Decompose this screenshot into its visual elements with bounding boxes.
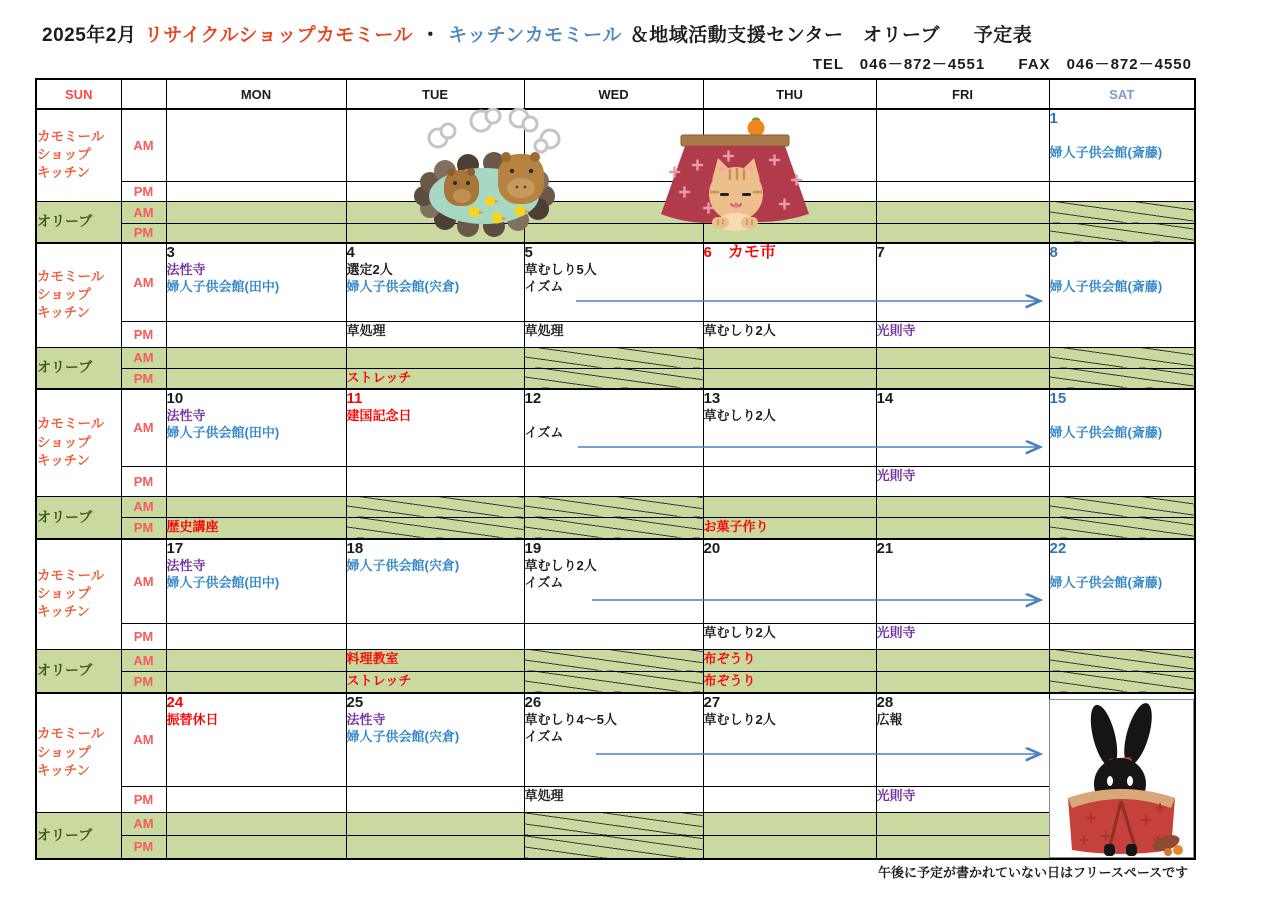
cell-wed-olive-pm xyxy=(524,368,703,389)
day-header-thu: THU xyxy=(703,79,876,109)
date-number: 26 xyxy=(524,694,542,711)
cell-mon-olive-pm xyxy=(166,368,346,389)
title-shop1: リサイクルショップカモミール xyxy=(144,25,414,46)
cell-thu-pm xyxy=(703,623,876,649)
capybara-onsen-illustration xyxy=(402,108,567,238)
cell-mon-olive-pm xyxy=(166,517,346,539)
cell-sat-olive-pm xyxy=(1049,368,1195,389)
title-suffix: 予定表 xyxy=(973,25,1033,46)
event-text: 草処理 xyxy=(524,322,564,338)
date-number: 6 カモ市 xyxy=(703,244,776,261)
event-text: 広報 xyxy=(876,712,903,727)
cell-sat-am xyxy=(1049,539,1195,623)
cell-mon-am xyxy=(166,243,346,321)
cell-fri-olive-pm xyxy=(876,368,1049,389)
date-number: 19 xyxy=(524,540,542,557)
date-event-label: カモ市 xyxy=(727,244,776,261)
event-text: お菓子作り xyxy=(703,518,769,534)
event-text: 草むしり2人 xyxy=(703,322,776,338)
cell-wed-pm xyxy=(524,466,703,496)
date-number: 27 xyxy=(703,694,721,711)
cell-thu-am xyxy=(703,389,876,466)
event-text: 光則寺 xyxy=(876,787,916,803)
cell-thu-olive-pm xyxy=(703,517,876,539)
group-label-kamomile: カモミール ショップ キッチン xyxy=(36,109,121,201)
cell-tue-am xyxy=(346,539,524,623)
cell-tue-olive-am xyxy=(346,496,524,517)
cell-tue-am xyxy=(346,693,524,786)
cell-thu-am xyxy=(703,243,876,321)
cell-tue-pm xyxy=(346,466,524,496)
schedule-calendar xyxy=(35,78,1196,860)
cell-fri-olive-am xyxy=(876,496,1049,517)
event-text: イズム xyxy=(524,279,564,294)
pm-label: PM xyxy=(121,321,166,347)
cell-sat-olive-pm xyxy=(1049,517,1195,539)
cell-thu-pm xyxy=(703,786,876,812)
event-text: 料理教室 xyxy=(346,650,399,666)
contact-info xyxy=(813,53,1192,74)
am-label: AM xyxy=(121,539,166,623)
cell-fri-am xyxy=(876,243,1049,321)
group-label-olive: オリーブ xyxy=(36,496,121,539)
date-number: 8 xyxy=(1049,244,1058,261)
cell-fri-pm xyxy=(876,786,1049,812)
cell-sat-am xyxy=(1049,389,1195,466)
cell-mon-olive-pm xyxy=(166,671,346,693)
cell-mon-pm xyxy=(166,623,346,649)
day-header-mon: MON xyxy=(166,79,346,109)
cell-sat-olive-am xyxy=(1049,649,1195,671)
cell-tue-olive-pm xyxy=(346,671,524,693)
group-label-olive: オリーブ xyxy=(36,347,121,389)
date-number: 22 xyxy=(1049,540,1067,557)
cell-sat-am xyxy=(1049,243,1195,321)
event-text xyxy=(1050,557,1195,574)
cell-tue-olive-pm xyxy=(346,835,524,859)
pm-label: PM xyxy=(121,466,166,496)
fax-number: FAX 046－872－4550 xyxy=(1018,56,1192,73)
cell-wed-pm xyxy=(524,786,703,812)
event-text: 草むしり2人 xyxy=(703,712,776,727)
group-label-olive: オリーブ xyxy=(36,649,121,693)
cell-fri-am xyxy=(876,109,1049,181)
cell-fri-pm xyxy=(876,321,1049,347)
title-month: 2025年2月 xyxy=(42,25,137,46)
event-text: ストレッチ xyxy=(346,672,412,688)
cell-mon-olive-am xyxy=(166,347,346,368)
title-rest: ＆地域活動支援センター オリーブ xyxy=(629,25,940,46)
cell-fri-olive-pm xyxy=(876,835,1049,859)
event-text xyxy=(1050,407,1195,424)
cell-fri-olive-am xyxy=(876,347,1049,368)
date-number: 12 xyxy=(524,390,542,407)
date-number: 20 xyxy=(703,540,721,557)
event-text: 婦人子供会館(斎藤) xyxy=(1049,575,1163,590)
date-number: 24 xyxy=(166,694,184,711)
pm-label: PM xyxy=(121,623,166,649)
cell-sat-olive-pm xyxy=(1049,671,1195,693)
date-number: 3 xyxy=(166,244,175,261)
group-label-kamomile: カモミール ショップ キッチン xyxy=(36,389,121,496)
cell-fri-am xyxy=(876,389,1049,466)
am-label: AM xyxy=(121,812,166,835)
cell-sat-olive-pm xyxy=(1049,223,1195,243)
cell-fri-pm xyxy=(876,181,1049,201)
am-label: AM xyxy=(121,649,166,671)
pm-label: PM xyxy=(121,786,166,812)
cell-wed-olive-am xyxy=(524,496,703,517)
cell-fri-olive-am xyxy=(876,201,1049,223)
cell-wed-am xyxy=(524,243,703,321)
date-number: 14 xyxy=(876,390,894,407)
cell-sat-olive-am xyxy=(1049,201,1195,223)
date-number: 28 xyxy=(876,694,894,711)
cell-mon-olive-am xyxy=(166,496,346,517)
cell-wed-olive-pm xyxy=(524,517,703,539)
kotatsu-cat-illustration xyxy=(652,114,817,242)
date-number: 1 xyxy=(1049,110,1058,127)
day-header-sat: SAT xyxy=(1049,79,1195,109)
date-number: 25 xyxy=(346,694,364,711)
cell-tue-olive-am xyxy=(346,812,524,835)
am-label: AM xyxy=(121,347,166,368)
event-text: 婦人子供会館(田中) xyxy=(166,425,280,440)
group-label-kamomile: カモミール ショップ キッチン xyxy=(36,693,121,812)
date-number: 11 xyxy=(346,390,363,407)
event-text: 婦人子供会館(宍倉) xyxy=(346,729,460,744)
cell-tue-pm xyxy=(346,786,524,812)
date-number: 13 xyxy=(703,390,721,407)
cell-thu-olive-pm xyxy=(703,368,876,389)
pm-label: PM xyxy=(121,835,166,859)
am-label: AM xyxy=(121,201,166,223)
am-label: AM xyxy=(121,693,166,786)
event-text xyxy=(1050,261,1195,278)
cell-wed-olive-am xyxy=(524,347,703,368)
cell-mon-olive-pm xyxy=(166,835,346,859)
cell-fri-pm xyxy=(876,466,1049,496)
cell-mon-am xyxy=(166,389,346,466)
cell-wed-pm xyxy=(524,623,703,649)
event-text xyxy=(1050,127,1195,144)
event-text: 婦人子供会館(斎藤) xyxy=(1049,145,1163,160)
am-label: AM xyxy=(121,496,166,517)
cell-tue-pm xyxy=(346,623,524,649)
event-text: 法性寺 xyxy=(166,408,206,423)
cell-thu-olive-am xyxy=(703,347,876,368)
cell-mon-pm xyxy=(166,466,346,496)
date-number: 17 xyxy=(166,540,184,557)
am-label: AM xyxy=(121,389,166,466)
cell-fri-olive-pm xyxy=(876,671,1049,693)
day-header-sun: SUN xyxy=(36,79,121,109)
cell-fri-am xyxy=(876,539,1049,623)
event-text: 婦人子供会館(宍倉) xyxy=(346,558,460,573)
cell-thu-olive-pm xyxy=(703,835,876,859)
group-label-kamomile: カモミール ショップ キッチン xyxy=(36,243,121,347)
cell-fri-olive-pm xyxy=(876,223,1049,243)
date-number: 10 xyxy=(166,390,184,407)
cell-tue-olive-am xyxy=(346,347,524,368)
event-text: ストレッチ xyxy=(346,369,412,385)
title-shop2: キッチンカモミール xyxy=(448,25,622,46)
event-text: 法性寺 xyxy=(166,262,206,277)
cell-sat-pm xyxy=(1049,623,1195,649)
cell-wed-olive-am xyxy=(524,812,703,835)
cell-mon-olive-am xyxy=(166,812,346,835)
cell-sat-pm xyxy=(1049,181,1195,201)
group-label-olive: オリーブ xyxy=(36,201,121,243)
event-text: 選定2人 xyxy=(346,262,393,277)
pm-label: PM xyxy=(121,671,166,693)
event-text: 婦人子供会館(田中) xyxy=(166,575,280,590)
cell-tue-am xyxy=(346,243,524,321)
date-number: 15 xyxy=(1049,390,1067,407)
day-header-blank xyxy=(121,79,166,109)
cell-wed-am xyxy=(524,693,703,786)
event-text: 草むしり5人 xyxy=(524,262,597,277)
pm-label: PM xyxy=(121,181,166,201)
cell-mon-am xyxy=(166,109,346,181)
cell-fri-pm xyxy=(876,623,1049,649)
tel-number: TEL 046－872－4551 xyxy=(812,56,986,73)
cell-tue-olive-pm xyxy=(346,517,524,539)
event-text: 建国記念日 xyxy=(346,408,412,423)
event-text: 法性寺 xyxy=(346,712,386,727)
event-text: 婦人子供会館(田中) xyxy=(166,279,280,294)
title-separator: ・ xyxy=(420,25,441,46)
event-text: 草むしり2人 xyxy=(524,558,597,573)
pm-label: PM xyxy=(121,368,166,389)
cell-thu-am xyxy=(703,539,876,623)
day-header-tue: TUE xyxy=(346,79,524,109)
cell-tue-olive-pm xyxy=(346,368,524,389)
date-number: 21 xyxy=(876,540,894,557)
event-text: イズム xyxy=(524,425,564,440)
cell-mon-pm xyxy=(166,181,346,201)
cell-fri-olive-pm xyxy=(876,517,1049,539)
event-text: 草むしり4～5人 xyxy=(524,712,617,727)
footnote: 午後に予定が書かれていない日はフリースペースです xyxy=(878,865,1189,880)
event-text: 光則寺 xyxy=(876,467,916,483)
cell-fri-olive-am xyxy=(876,812,1049,835)
date-number: 4 xyxy=(346,244,355,261)
cell-thu-olive-am xyxy=(703,812,876,835)
cell-sat-pm xyxy=(1049,466,1195,496)
cell-fri-am xyxy=(876,693,1049,786)
event-text: 光則寺 xyxy=(876,322,916,338)
event-text: イズム xyxy=(524,729,564,744)
cell-wed-am xyxy=(524,539,703,623)
cell-mon-olive-pm xyxy=(166,223,346,243)
event-text: 草処理 xyxy=(524,787,564,803)
cell-thu-olive-pm xyxy=(703,671,876,693)
cell-sat-olive-am xyxy=(1049,496,1195,517)
cell-tue-am xyxy=(346,389,524,466)
event-text: 光則寺 xyxy=(876,624,916,640)
event-text: 布ぞうり xyxy=(703,650,756,666)
cell-wed-olive-am xyxy=(524,649,703,671)
group-label-olive: オリーブ xyxy=(36,812,121,859)
cell-fri-olive-am xyxy=(876,649,1049,671)
cell-tue-olive-am xyxy=(346,649,524,671)
event-text: 振替休日 xyxy=(166,712,219,727)
am-label: AM xyxy=(121,109,166,181)
event-text: 婦人子供会館(斎藤) xyxy=(1049,425,1163,440)
group-label-kamomile: カモミール ショップ キッチン xyxy=(36,539,121,649)
cell-sat-pm xyxy=(1049,321,1195,347)
cell-thu-am xyxy=(703,693,876,786)
cell-wed-pm xyxy=(524,321,703,347)
cell-mon-olive-am xyxy=(166,201,346,223)
cell-thu-pm xyxy=(703,321,876,347)
cell-sat-olive-am xyxy=(1049,347,1195,368)
rabbit-with-red-cloth-illustration xyxy=(1049,699,1194,858)
cell-sat-am xyxy=(1049,109,1195,181)
cell-mon-am xyxy=(166,539,346,623)
day-header-wed: WED xyxy=(524,79,703,109)
cell-wed-olive-pm xyxy=(524,835,703,859)
cell-thu-olive-am xyxy=(703,496,876,517)
pm-label: PM xyxy=(121,223,166,243)
am-label: AM xyxy=(121,243,166,321)
event-text: 布ぞうり xyxy=(703,672,756,688)
event-text: イズム xyxy=(524,575,564,590)
event-text xyxy=(525,407,703,424)
cell-thu-pm xyxy=(703,466,876,496)
cell-mon-pm xyxy=(166,321,346,347)
event-text: 草むしり2人 xyxy=(703,624,776,640)
date-number: 5 xyxy=(524,244,533,261)
event-text: 婦人子供会館(斎藤) xyxy=(1049,279,1163,294)
page-title xyxy=(42,20,1034,47)
event-text: 歴史講座 xyxy=(166,518,219,534)
event-text: 草処理 xyxy=(346,322,386,338)
date-number: 18 xyxy=(346,540,364,557)
cell-wed-am xyxy=(524,389,703,466)
event-text: 法性寺 xyxy=(166,558,206,573)
day-header-fri: FRI xyxy=(876,79,1049,109)
cell-wed-olive-pm xyxy=(524,671,703,693)
date-number: 7 xyxy=(876,244,885,261)
cell-mon-am xyxy=(166,693,346,786)
event-text: 草むしり2人 xyxy=(703,408,776,423)
cell-mon-olive-am xyxy=(166,649,346,671)
event-text: 婦人子供会館(宍倉) xyxy=(346,279,460,294)
cell-tue-pm xyxy=(346,321,524,347)
pm-label: PM xyxy=(121,517,166,539)
cell-mon-pm xyxy=(166,786,346,812)
cell-thu-olive-am xyxy=(703,649,876,671)
